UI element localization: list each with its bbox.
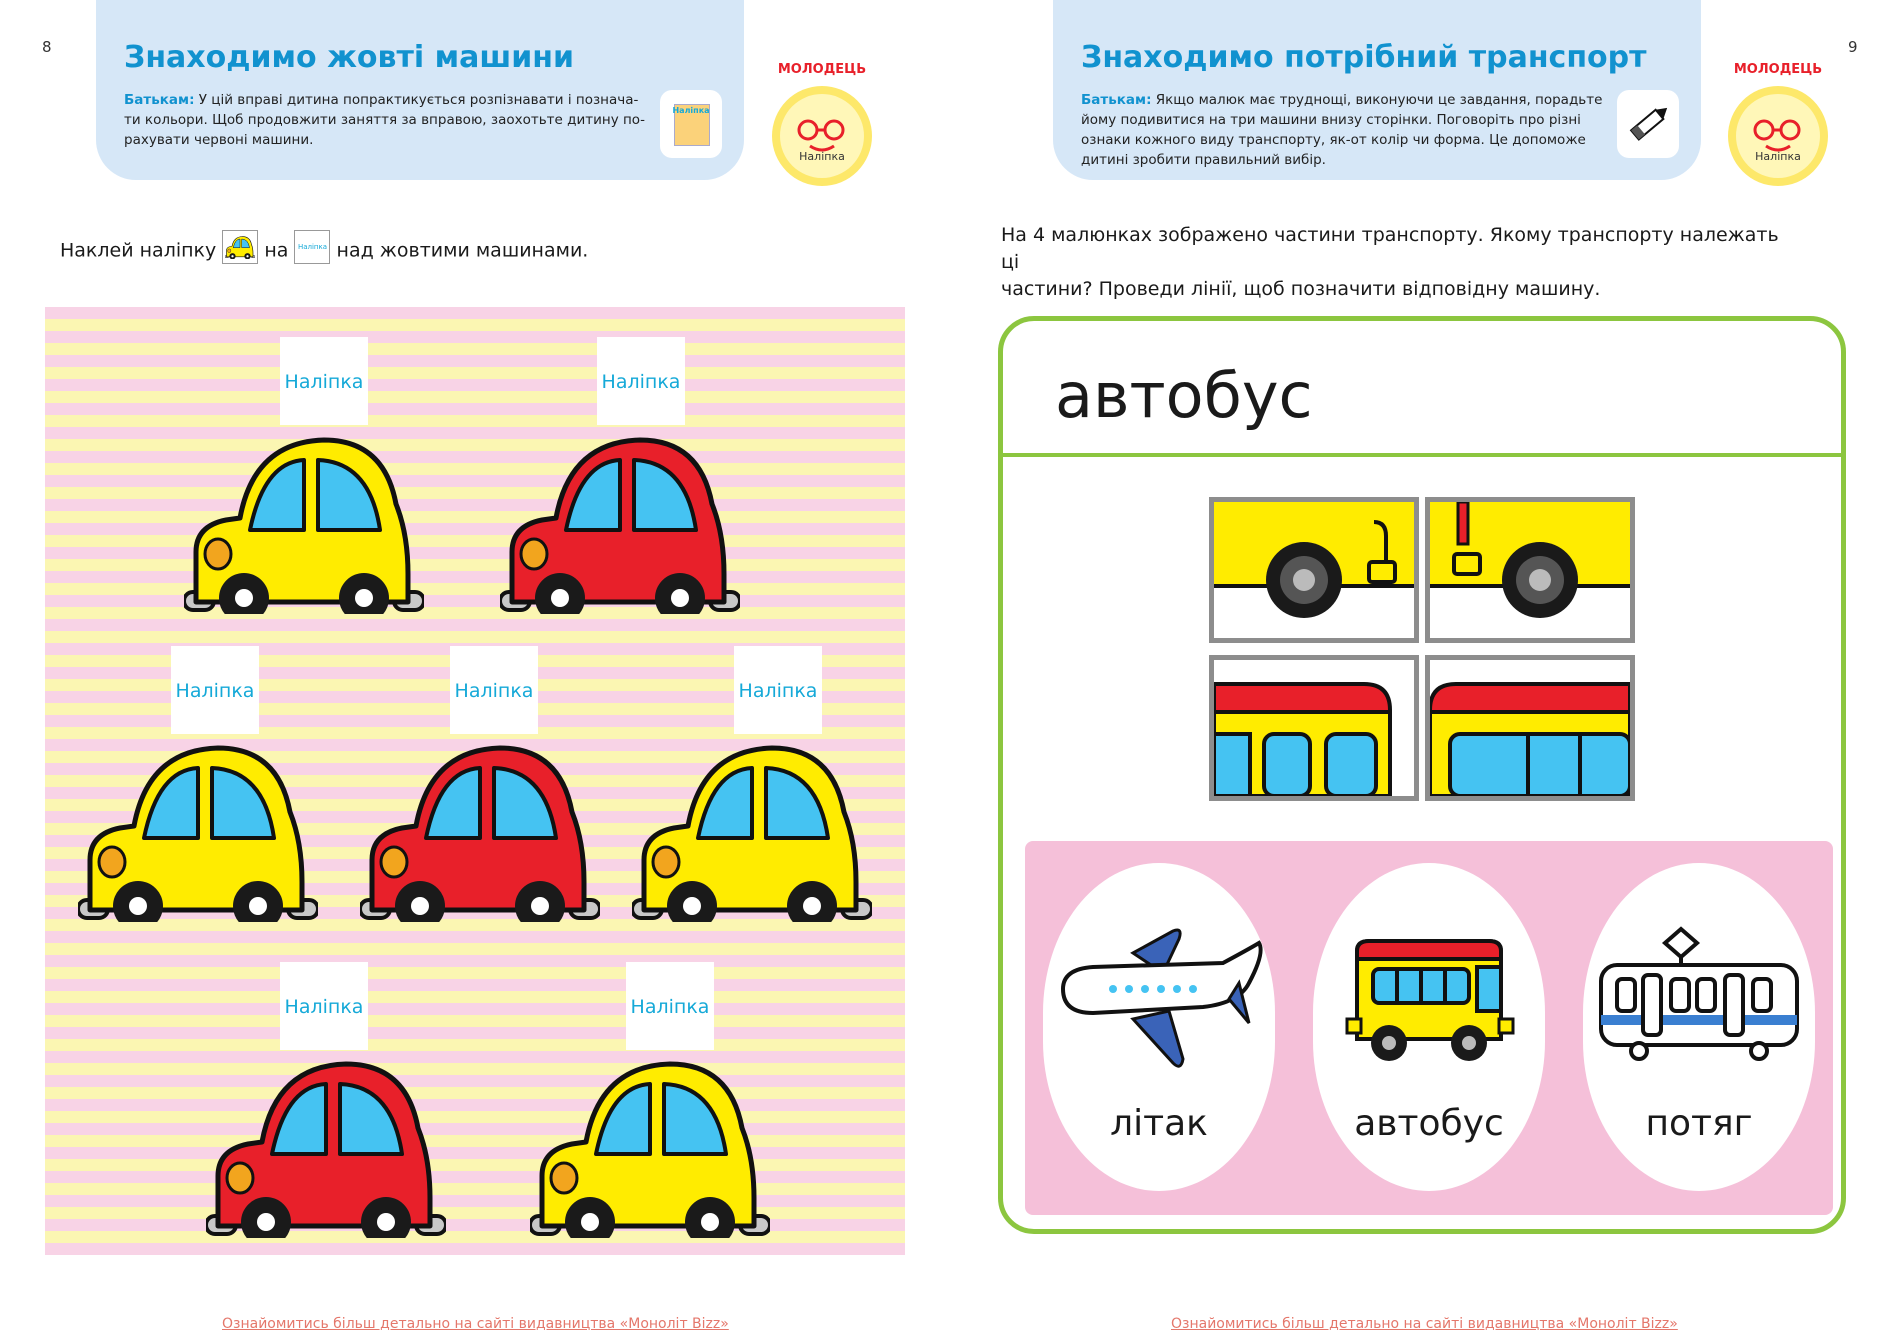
page-number-right: 9 [1848,38,1858,56]
note-line-4: дитині зробити правильний вибір. [1081,152,1326,168]
left-praise-badge [770,62,874,192]
sticker-slot[interactable]: Наліпка [280,337,368,425]
yellow-car [632,742,872,922]
note-line-3: рахувати червоні машини. [124,132,314,148]
pencil-icon [1617,90,1679,158]
left-footer-link[interactable]: Ознайомитись більш детально на сайті видавництва «Моноліт Bizz» [222,1316,729,1332]
right-page-title: Знаходимо потрібний транспорт [1081,40,1647,75]
instruction-part-3: над жовтими машинами. [336,239,589,262]
note-line-1: У цій вправі дитина попрактикується розпізнавати і познача- [198,92,639,108]
left-parents-note [124,90,654,150]
yellow-car [530,1058,770,1238]
red-car [206,1058,446,1238]
sticker-slot[interactable]: Наліпка [597,337,685,425]
right-footer-link[interactable]: Ознайомитись більш детально на сайті видавництва «Моноліт Bizz» [1171,1316,1678,1332]
exercise-panel [998,316,1846,1234]
sticker-slot[interactable]: Наліпка [450,646,538,734]
panel-word: автобус [1055,359,1313,432]
instruction-part-2: на [264,239,289,262]
right-instruction [1001,222,1801,303]
choice-bus[interactable] [1313,863,1545,1191]
note-line-1: Якщо малюк має труднощі, виконуючи це завдання, порадьте [1155,92,1603,108]
bus-part-front-wheel [1209,497,1419,643]
sticker-slot[interactable]: Наліпка [626,962,714,1050]
badge-title: МОЛОДЕЦЬ [1733,62,1823,77]
sticker-slot[interactable]: Наліпка [171,646,259,734]
bus-icon [1343,939,1515,1065]
empty-sticker-slot-icon: Наліпка [294,230,330,264]
red-car [360,742,600,922]
red-car [500,434,740,614]
airplane-icon [1053,923,1265,1073]
right-praise-badge [1726,62,1830,192]
choice-label-train: потяг [1645,1103,1753,1144]
smiley-glasses-icon [1726,84,1830,188]
yellow-car [78,742,318,922]
note-line-3: ознаки кожного виду транспорту, як-от колір чи форма. Це допоможе [1081,132,1586,148]
yellow-car [184,434,424,614]
choice-label-airplane: літак [1110,1103,1208,1144]
right-header [1053,0,1701,180]
badge-title: МОЛОДЕЦЬ [777,62,867,77]
smiley-glasses-icon [770,84,874,188]
badge-label: Наліпка [799,150,845,163]
choice-airplane[interactable] [1043,863,1275,1191]
bus-part-right-window [1425,655,1635,801]
choices-area [1025,841,1833,1215]
instruction-line-1: На 4 малюнках зображено частини транспорту. Якому транспорту належать ці [1001,224,1779,273]
note-line-2: ти кольори. Щоб продовжити заняття за вправою, заохотьте дитину по- [124,112,645,128]
left-header [96,0,744,180]
left-page-title: Знаходимо жовті машини [124,40,575,75]
panel-divider [1003,453,1841,457]
sticker-slot[interactable]: Наліпка [280,962,368,1050]
page-number-left: 8 [42,38,52,56]
parents-label: Батькам: [124,92,195,108]
yellow-car-sticker-icon [222,230,258,264]
choice-train[interactable] [1583,863,1815,1191]
right-parents-note [1081,90,1621,170]
bus-part-left-window [1209,655,1419,801]
instruction-part-1: Наклей наліпку [60,239,217,262]
instruction-line-2: частини? Проведи лінії, щоб позначити відповідну машину. [1001,278,1601,300]
sticker-hint-icon [660,90,722,158]
note-line-2: йому подивитися на три машини внизу сторінки. Поговоріть про різні [1081,112,1581,128]
train-icon [1595,923,1803,1063]
left-instruction [60,234,588,268]
sticker-hint-label: Наліпка [672,106,710,115]
bus-part-rear-wheel [1425,497,1635,643]
sticker-slot[interactable]: Наліпка [734,646,822,734]
choice-label-bus: автобус [1354,1103,1504,1144]
parents-label: Батькам: [1081,92,1152,108]
badge-label: Наліпка [1755,150,1801,163]
